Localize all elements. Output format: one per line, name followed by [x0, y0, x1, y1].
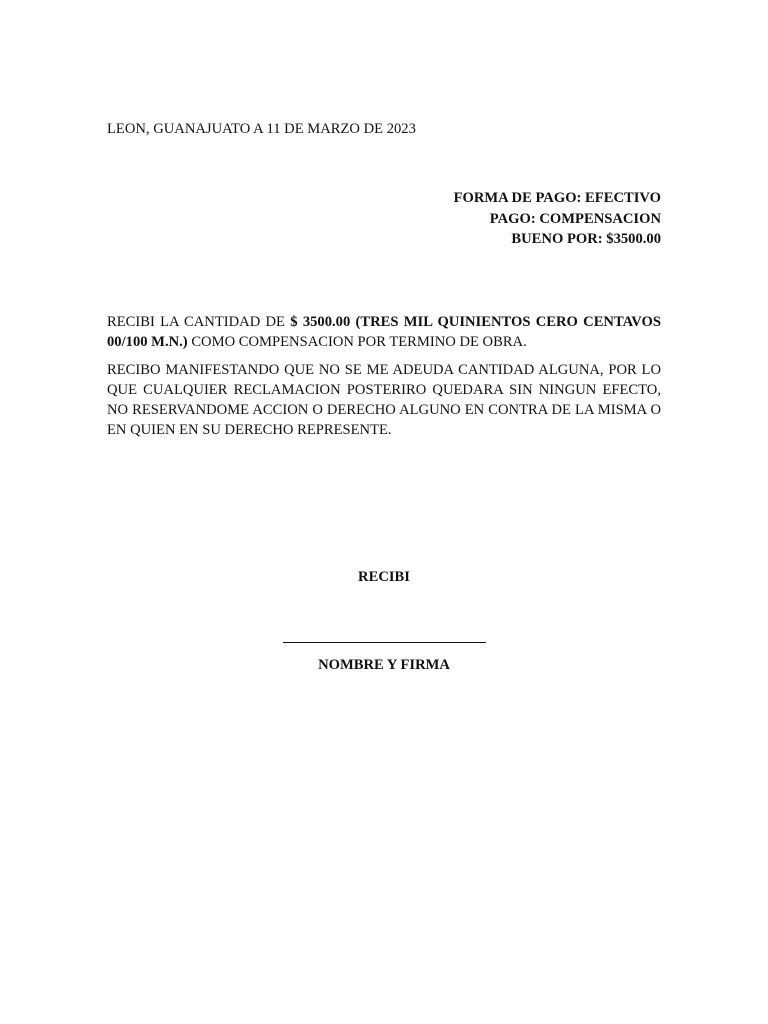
- signature-line: [283, 642, 486, 643]
- waiver-paragraph: RECIBO MANIFESTANDO QUE NO SE ME ADEUDA CANTIDAD ALGUNA, POR LO QUE CUALQUIER RECLAMACION POSTERIRO QUEDARA SIN NINGUN EFECTO, NO RESERVANDOME ACCION O DERECHO ALGUNO EN CONTRA DE LA MISMA O EN QUIEN EN SU DERECHO REPRESENTE.: [107, 362, 661, 438]
- payment-type: PAGO: COMPENSACION: [489, 210, 661, 227]
- payment-method: FORMA DE PAGO: EFECTIVO: [453, 190, 661, 206]
- payment-details: [261, 188, 661, 250]
- receipt-outro-text: COMO COMPENSACION POR TERMINO DE OBRA.: [187, 334, 527, 350]
- date-line: LEON, GUANAJUATO A 11 DE MARZO DE 2023: [107, 121, 416, 137]
- receipt-amount-text: $ 3500.00 (TRES MIL QUINIENTOS CERO CENTAVOS 00/100 M.N.): [107, 314, 661, 350]
- payment-amount: BUENO POR: $3500.00: [511, 231, 661, 247]
- receipt-intro-text: RECIBI LA CANTIDAD DE: [107, 314, 291, 330]
- received-heading: RECIBI: [358, 569, 410, 585]
- signature-label: NOMBRE Y FIRMA: [318, 657, 450, 673]
- receipt-paragraph: [107, 312, 661, 352]
